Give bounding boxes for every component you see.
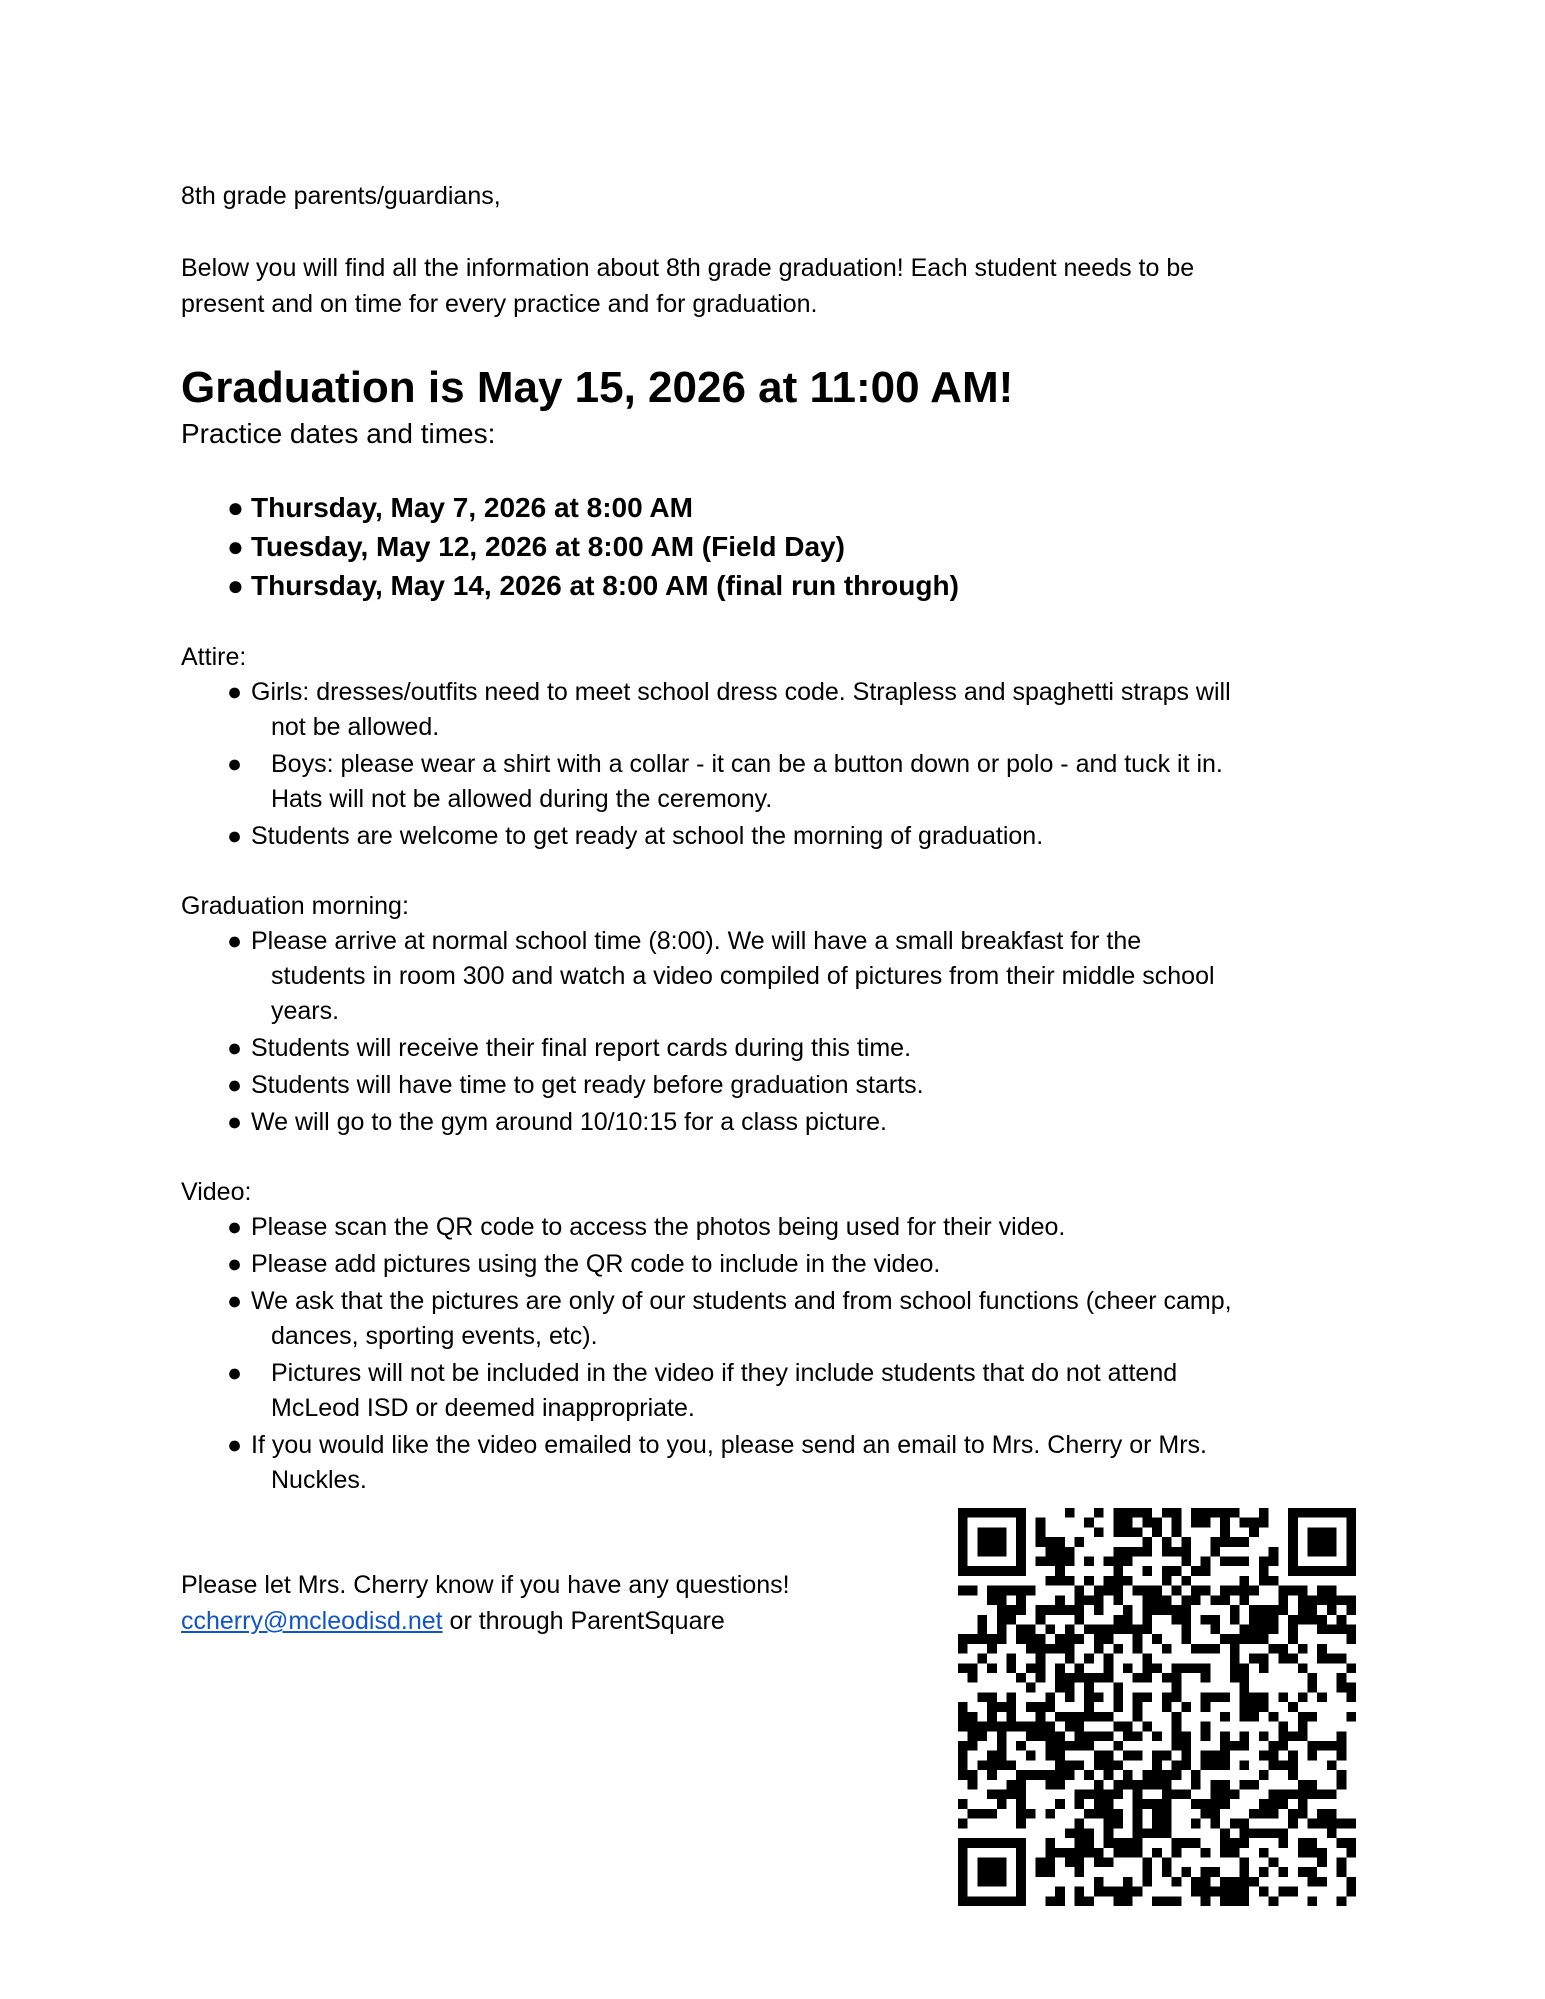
morning-heading: Graduation morning: [181, 892, 409, 920]
video-heading: Video: [181, 1178, 252, 1206]
intro-line-1: Below you will find all the information about 8th grade graduation! Each student needs to be [181, 254, 1195, 282]
item-line: Girls: dresses/outfits need to meet school dress code. Strapless and spaghetti straps will [251, 678, 1231, 706]
item-line: students in room 300 and watch a video compiled of pictures from their middle school [271, 962, 1215, 990]
email-link[interactable]: ccherry@mcleodisd.net [181, 1607, 443, 1635]
bullet-icon: ● [227, 531, 244, 562]
greeting: 8th grade parents/guardians, [181, 182, 501, 210]
bullet-icon: ● [227, 927, 243, 955]
practice-item [227, 566, 1361, 605]
practice-text: Thursday, May 14, 2026 at 8:00 AM (final run through) [251, 570, 959, 601]
closing-note [181, 1567, 790, 1639]
item-line: Students will have time to get ready before graduation starts. [251, 1071, 924, 1099]
video-item [227, 1356, 1361, 1426]
practice-list [181, 488, 1361, 605]
attire-item [227, 675, 1361, 745]
intro-paragraph [181, 250, 1361, 322]
item-line: Students are welcome to get ready at school the morning of graduation. [251, 822, 1044, 850]
letter-body [181, 178, 1361, 1500]
bullet-icon: ● [227, 678, 243, 706]
morning-list [181, 924, 1361, 1140]
video-item [227, 1247, 1361, 1282]
bullet-icon: ● [227, 1431, 243, 1459]
item-line: We will go to the gym around 10/10:15 for a class picture. [251, 1108, 887, 1136]
video-item [227, 1210, 1361, 1245]
bullet-icon: ● [227, 750, 243, 778]
intro-line-2: present and on time for every practice and for graduation. [181, 290, 818, 318]
bullet-icon: ● [227, 1359, 243, 1387]
item-line: Nuckles. [271, 1466, 367, 1494]
morning-item [227, 1105, 1361, 1140]
morning-item [227, 924, 1361, 1029]
bullet-icon: ● [227, 1108, 243, 1136]
attire-item [227, 819, 1361, 854]
item-line: years. [271, 997, 340, 1025]
item-line: not be allowed. [271, 713, 440, 741]
item-line: Please arrive at normal school time (8:00). We will have a small breakfast for the [251, 927, 1142, 955]
item-line: Please add pictures using the QR code to include in the video. [251, 1250, 941, 1278]
item-line: We ask that the pictures are only of our students and from school functions (cheer camp, [251, 1287, 1232, 1315]
item-line: Hats will not be allowed during the ceremony. [271, 785, 773, 813]
closing-rest: or through ParentSquare [442, 1607, 725, 1635]
closing-line-2 [181, 1603, 790, 1639]
attire-list [181, 675, 1361, 854]
video-list [181, 1210, 1361, 1498]
bullet-icon: ● [227, 492, 244, 523]
bullet-icon: ● [227, 570, 244, 601]
item-line: Boys: please wear a shirt with a collar - it can be a button down or polo - and tuck it in. [271, 750, 1223, 778]
bullet-icon: ● [227, 1250, 243, 1278]
attire-item [227, 747, 1361, 817]
closing-line-1: Please let Mrs. Cherry know if you have any questions! [181, 1571, 790, 1599]
practice-text: Thursday, May 7, 2026 at 8:00 AM [251, 492, 693, 523]
bullet-icon: ● [227, 822, 243, 850]
morning-item [227, 1031, 1361, 1066]
item-line: Please scan the QR code to access the photos being used for their video. [251, 1213, 1066, 1241]
practice-text: Tuesday, May 12, 2026 at 8:00 AM (Field Day) [251, 531, 845, 562]
video-item [227, 1428, 1361, 1498]
video-item [227, 1284, 1361, 1354]
practice-heading: Practice dates and times: [181, 418, 496, 449]
graduation-title: Graduation is May 15, 2026 at 11:00 AM! [181, 363, 1014, 412]
attire-heading: Attire: [181, 643, 247, 671]
item-line: Students will receive their final report cards during this time. [251, 1034, 912, 1062]
morning-item [227, 1068, 1361, 1103]
qr-code-icon [958, 1508, 1356, 1906]
bullet-icon: ● [227, 1287, 243, 1315]
practice-item [227, 527, 1361, 566]
item-line: dances, sporting events, etc). [271, 1322, 598, 1350]
item-line: McLeod ISD or deemed inappropriate. [271, 1394, 695, 1422]
bullet-icon: ● [227, 1071, 243, 1099]
bullet-icon: ● [227, 1034, 243, 1062]
item-line: If you would like the video emailed to you, please send an email to Mrs. Cherry or Mrs. [251, 1431, 1207, 1459]
item-line: Pictures will not be included in the video if they include students that do not attend [271, 1359, 1178, 1387]
bullet-icon: ● [227, 1213, 243, 1241]
practice-item [227, 488, 1361, 527]
